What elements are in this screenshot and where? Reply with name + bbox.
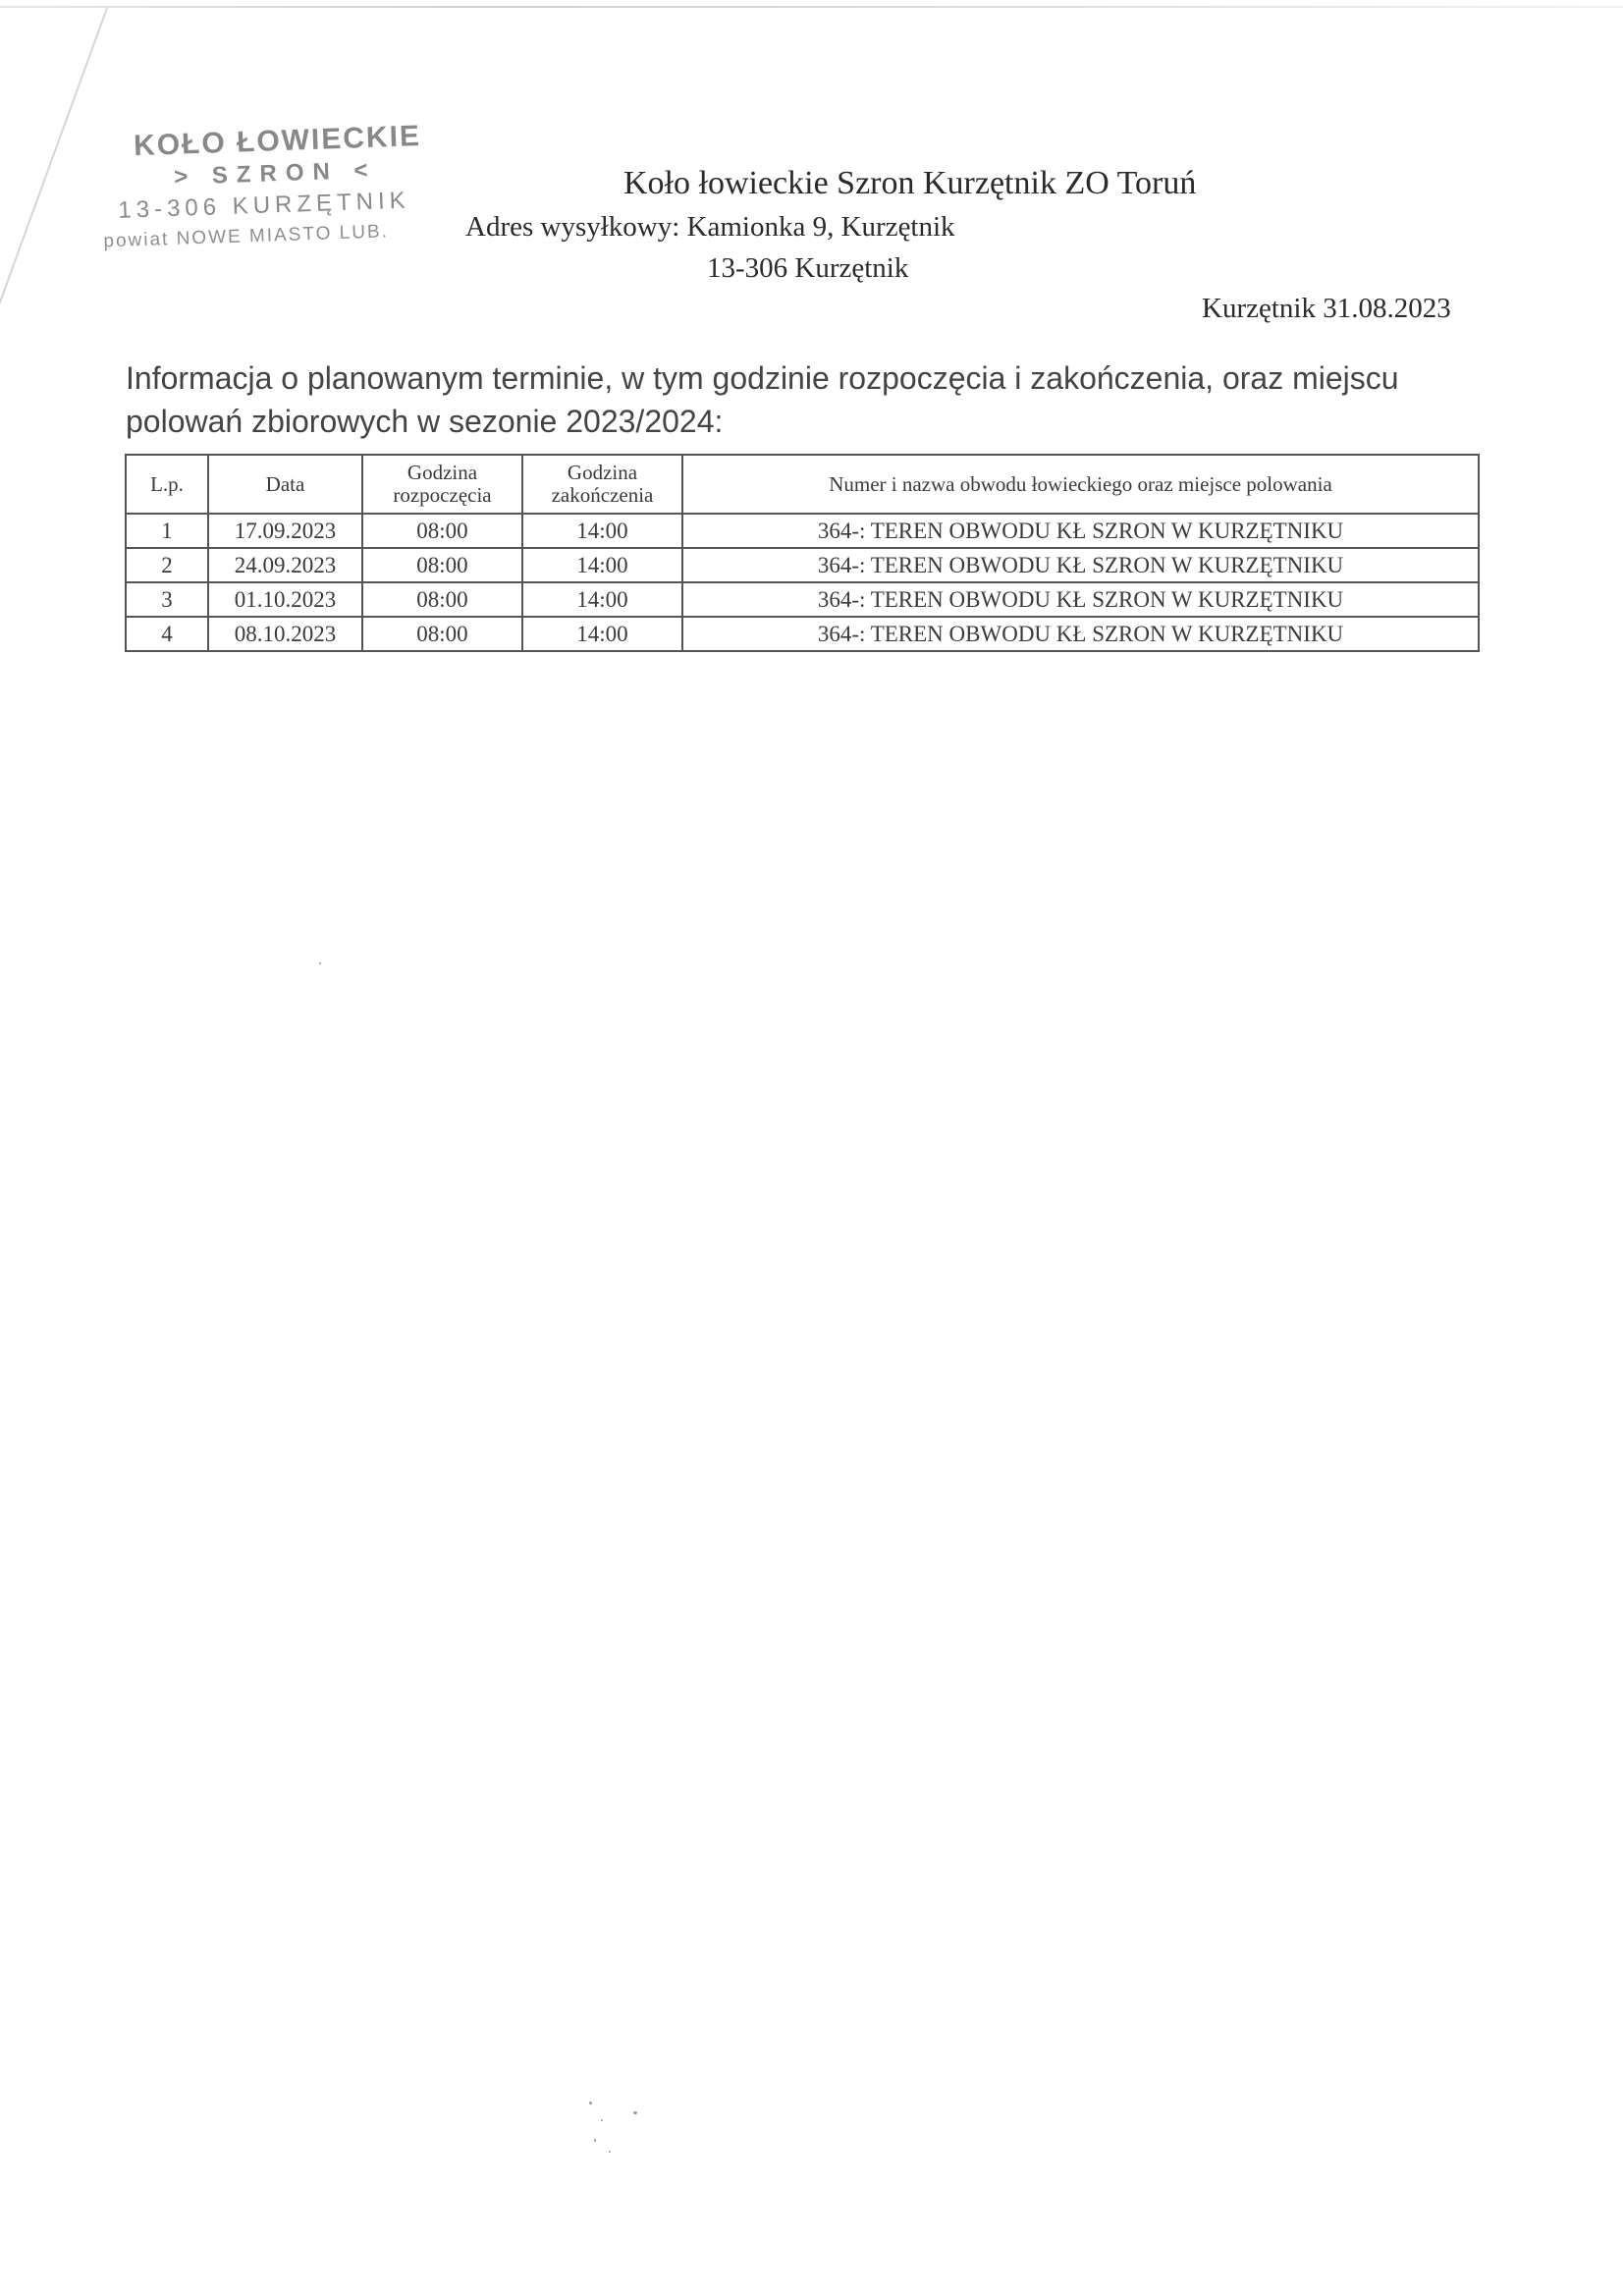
stamp-line-1: KOŁO ŁOWIECKIE: [133, 120, 422, 163]
table-row: [126, 617, 1479, 651]
header-end-label: Godzina zakończenia: [551, 461, 654, 507]
header-start-label: Godzina rozpoczęcia: [393, 461, 492, 507]
cell-description: 364-: TEREN OBWODU KŁ SZRON W KURZĘTNIKU: [682, 514, 1479, 548]
cell-description: 364-: TEREN OBWODU KŁ SZRON W KURZĘTNIKU: [682, 582, 1479, 617]
header-date: Data: [208, 455, 362, 514]
scan-speck: [609, 2151, 611, 2153]
hunt-schedule-table: [125, 454, 1480, 652]
cell-start: 08:00: [362, 582, 522, 617]
scan-speck: [601, 2119, 603, 2121]
cell-end: 14:00: [522, 514, 682, 548]
header-start-time: [362, 455, 522, 514]
cell-lp: 1: [126, 514, 208, 548]
header-end-time: [522, 455, 682, 514]
cell-date: 01.10.2023: [208, 582, 362, 617]
cell-end: 14:00: [522, 582, 682, 617]
stamp-line-4: powiat NOWE MIASTO LUB.: [103, 221, 390, 252]
cell-description: 364-: TEREN OBWODU KŁ SZRON W KURZĘTNIKU: [682, 548, 1479, 582]
table-header-row: [126, 455, 1479, 514]
cell-start: 08:00: [362, 548, 522, 582]
scan-edge-line: [0, 6, 1623, 8]
table-row: [126, 582, 1479, 617]
club-name-title: Koło łowieckie Szron Kurzętnik ZO Toruń: [623, 165, 1197, 201]
document-date: Kurzętnik 31.08.2023: [1202, 293, 1451, 324]
cell-start: 08:00: [362, 617, 522, 651]
postal-code-line: 13-306 Kurzętnik: [707, 252, 909, 284]
cell-lp: 4: [126, 617, 208, 651]
header-description: Numer i nazwa obwodu łowieckiego oraz miejsce polowania: [682, 455, 1479, 514]
cell-start: 08:00: [362, 514, 522, 548]
cell-date: 24.09.2023: [208, 548, 362, 582]
stamp-line-3: 13-306 KURZĘTNIK: [117, 187, 411, 224]
stamp-line-2: > SZRON <: [173, 156, 377, 191]
cell-lp: 2: [126, 548, 208, 582]
shipping-address: Adres wysyłkowy: Kamionka 9, Kurzętnik: [465, 211, 955, 243]
table-row: [126, 514, 1479, 548]
cell-lp: 3: [126, 582, 208, 617]
intro-paragraph: Informacja o planowanym terminie, w tym godzinie rozpoczęcia i zakończenia, oraz miejscu polowań zbiorowych w sezonie 2023/2024:: [126, 360, 1399, 439]
scan-speck: [594, 2139, 596, 2142]
cell-description: 364-: TEREN OBWODU KŁ SZRON W KURZĘTNIKU: [682, 617, 1479, 651]
header-lp: L.p.: [126, 455, 208, 514]
club-stamp: [93, 116, 471, 276]
scan-speck: [319, 962, 321, 964]
cell-end: 14:00: [522, 617, 682, 651]
table-row: [126, 548, 1479, 582]
scan-speck: [633, 2111, 637, 2114]
scan-speck: [589, 2102, 592, 2105]
cell-end: 14:00: [522, 548, 682, 582]
scan-fold-line: [0, 8, 108, 341]
cell-date: 17.09.2023: [208, 514, 362, 548]
cell-date: 08.10.2023: [208, 617, 362, 651]
